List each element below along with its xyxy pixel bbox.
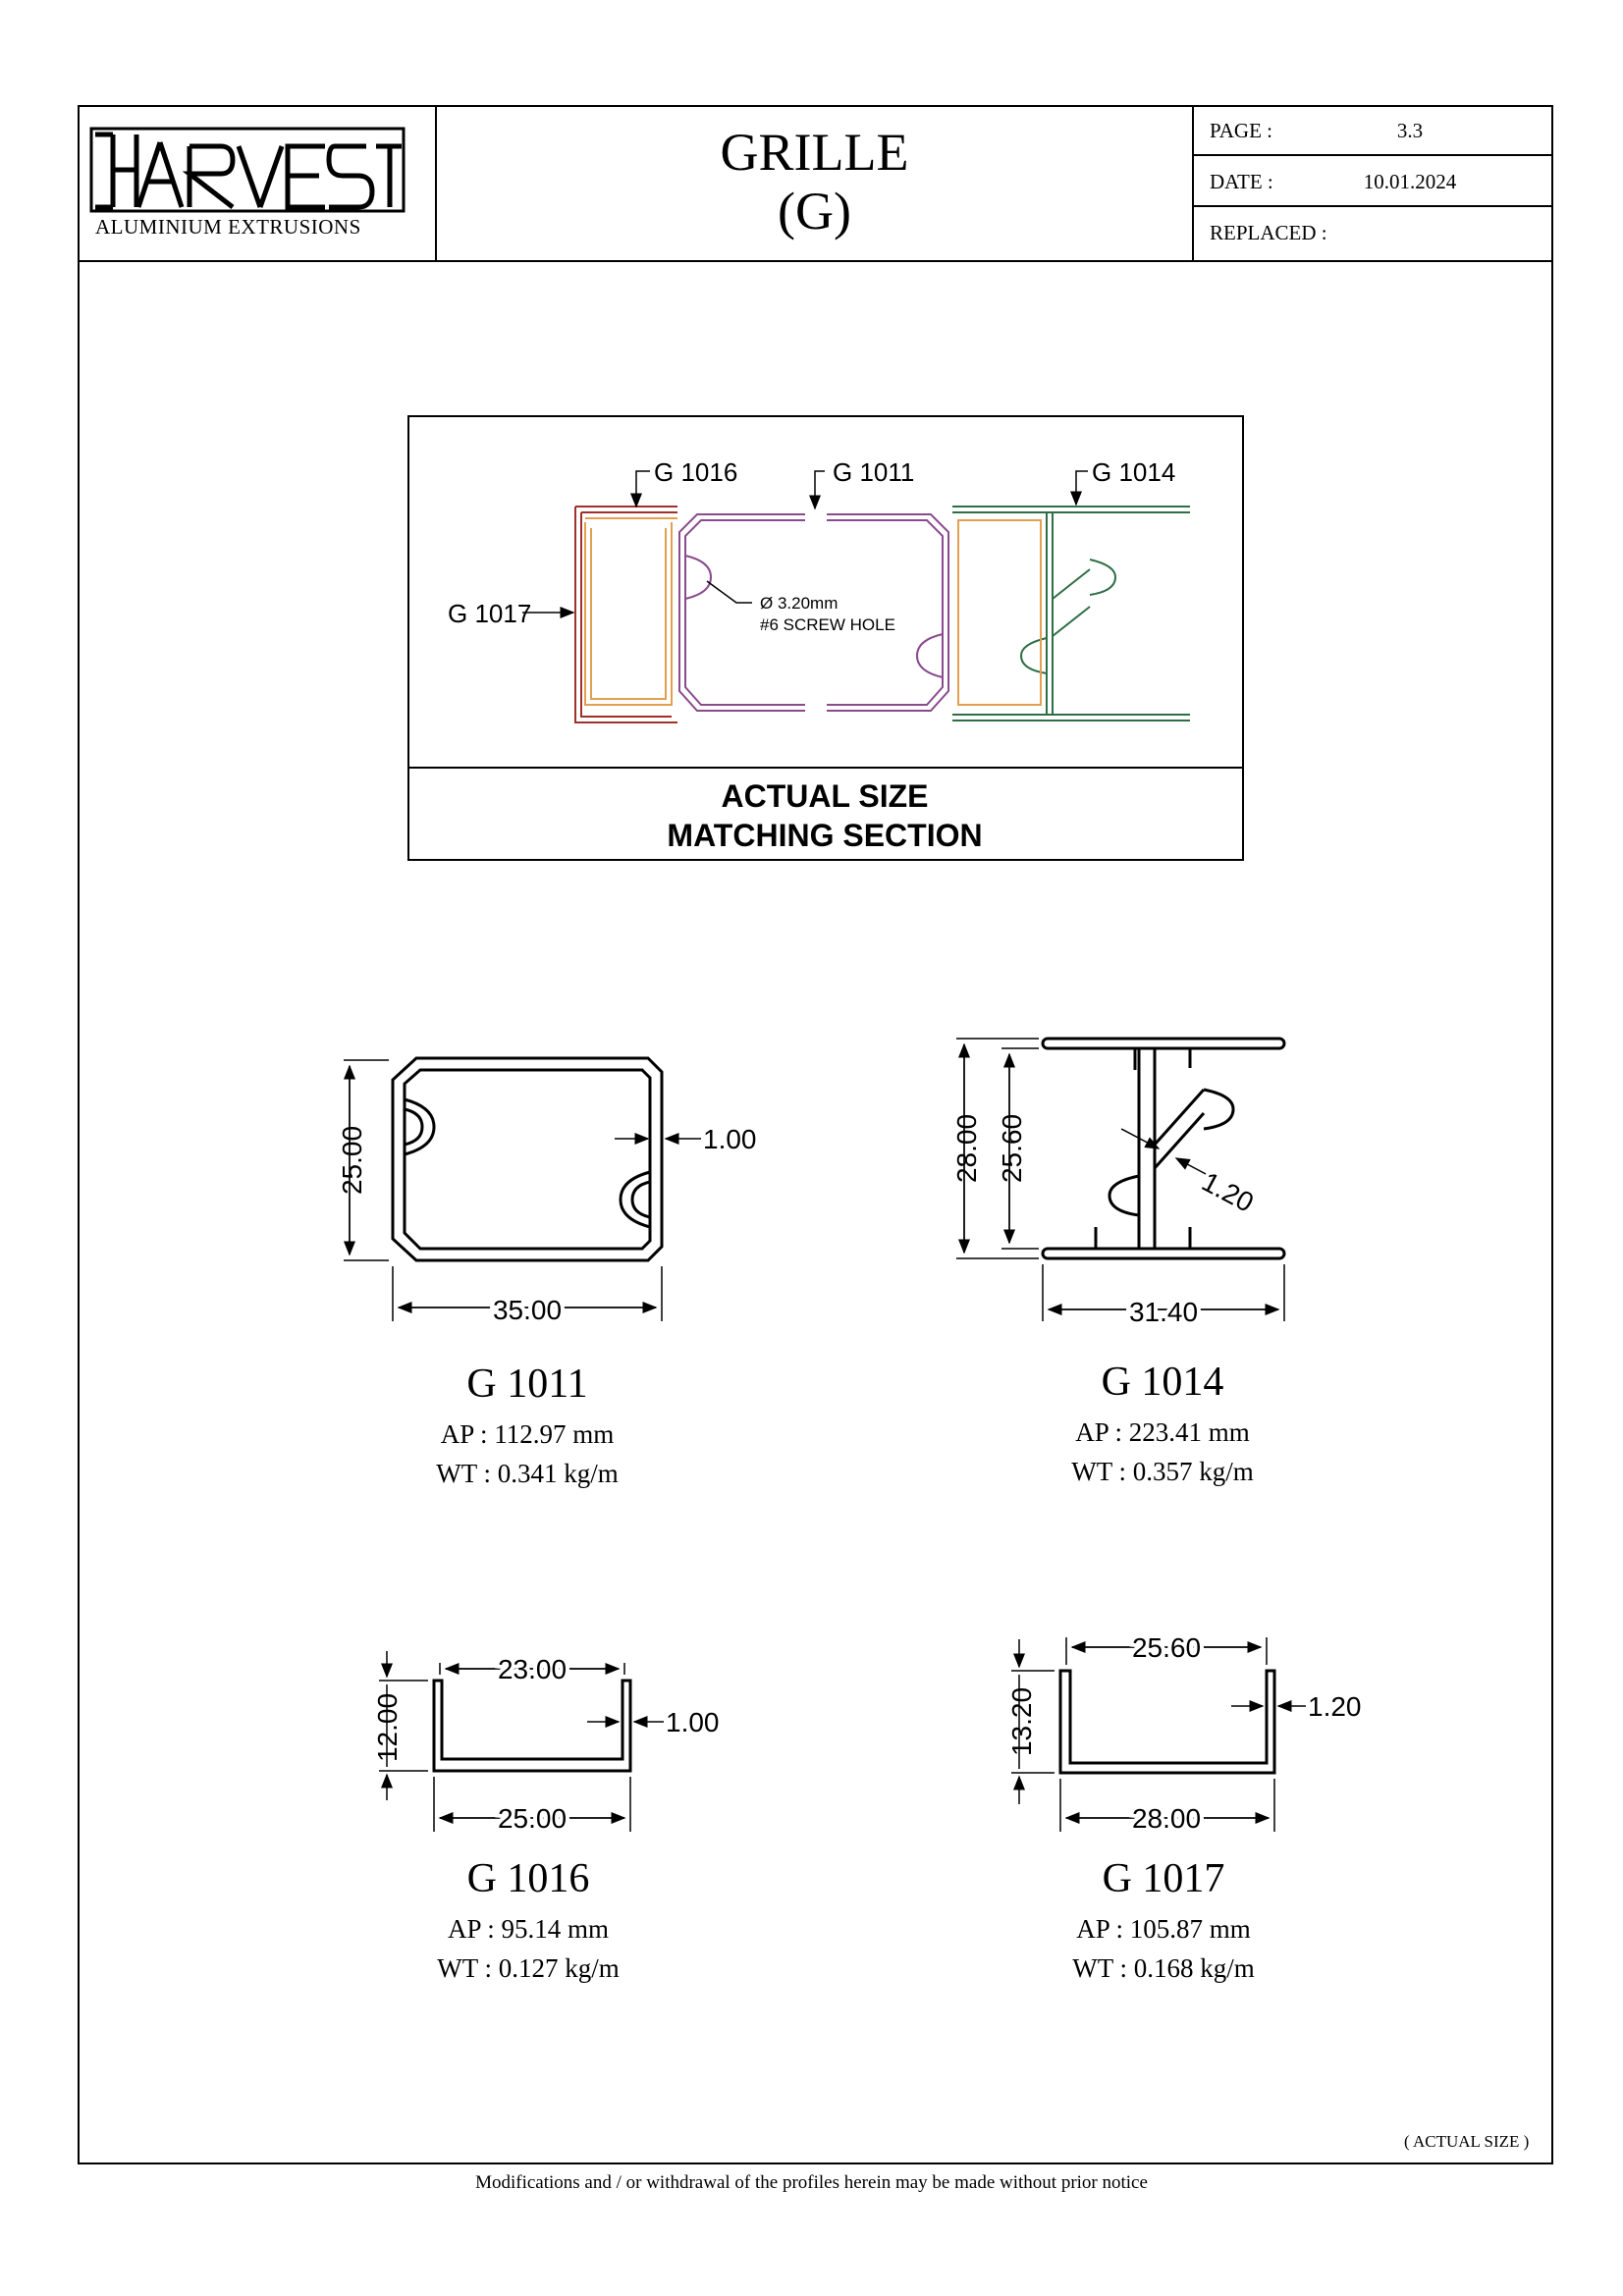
g1011-wall-dim: 1.00: [703, 1124, 757, 1154]
g1016-outer-width-dim: 25.00: [497, 1803, 568, 1834]
g1014-code: G 1014: [1101, 1360, 1224, 1405]
screw-hole-note: #6 SCREW HOLE: [760, 615, 895, 634]
actual-size-note: ( ACTUAL SIZE ): [1404, 2132, 1530, 2151]
g1017-wall-dim: 1.20: [1308, 1691, 1362, 1722]
g1016-wt: WT : 0.127 kg/m: [437, 1953, 620, 1983]
title-line-2: (G): [778, 182, 851, 240]
g1017-ap: AP : 105.87 mm: [1076, 1914, 1251, 1944]
g1011-code: G 1011: [466, 1362, 588, 1407]
g1011-wt: WT : 0.341 kg/m: [436, 1459, 619, 1488]
g1014-drawing: [951, 1039, 1284, 1327]
g1016-code: G 1016: [466, 1856, 590, 1901]
label-g1011: G 1011: [833, 457, 915, 487]
replaced-label: REPLACED :: [1210, 221, 1327, 244]
g1016-height-dim: 12.00: [372, 1692, 403, 1763]
g1016-inner-width-dim: 23.00: [497, 1654, 568, 1684]
g1017-height-dim: 13.20: [1006, 1686, 1037, 1757]
g1016-ap: AP : 95.14 mm: [447, 1914, 610, 1944]
page-label: PAGE :: [1210, 119, 1272, 142]
g1014-wall-dim: 1.20: [1197, 1165, 1259, 1218]
g1011-height-dim: 25.00: [337, 1125, 367, 1196]
logo-subtitle: ALUMINIUM EXTRUSIONS: [95, 215, 361, 239]
g1011-width-dim: 35.00: [492, 1295, 563, 1325]
g1014-section-outline: [952, 507, 1190, 721]
g1011-section-outline: [679, 514, 948, 711]
g1016-drawing: [372, 1651, 720, 1834]
g1017-code: G 1017: [1102, 1856, 1225, 1901]
label-g1016: G 1016: [654, 457, 738, 487]
date-label: DATE :: [1210, 170, 1273, 193]
g1017-inner-width-dim: 25.60: [1131, 1632, 1202, 1663]
screw-hole-diameter: Ø 3.20mm: [760, 594, 839, 613]
title-line-1: GRILLE: [720, 123, 909, 182]
label-g1017: G 1017: [448, 599, 532, 628]
g1014-ap: AP : 223.41 mm: [1075, 1417, 1250, 1447]
g1011-ap: AP : 112.97 mm: [440, 1419, 615, 1449]
caption-actual-size: ACTUAL SIZE: [721, 778, 929, 814]
page-value: 3.3: [1396, 119, 1424, 142]
caption-matching-section: MATCHING SECTION: [667, 818, 983, 853]
label-g1014: G 1014: [1092, 457, 1176, 487]
g1014-width-dim: 31.40: [1128, 1297, 1199, 1327]
g1014-wt: WT : 0.357 kg/m: [1071, 1457, 1254, 1486]
g1014-outer-height-dim: 28.00: [951, 1113, 982, 1184]
footer-disclaimer: Modifications and / or withdrawal of the profiles herein may be made without prior notice: [475, 2172, 1148, 2193]
g1011-drawing: [337, 1058, 757, 1325]
g1017-drawing: [1006, 1632, 1362, 1834]
date-value: 10.01.2024: [1363, 170, 1457, 193]
g1016-wall-dim: 1.00: [666, 1707, 720, 1737]
g1017-outer-width-dim: 28.00: [1131, 1803, 1202, 1834]
g1016-section-outline: [585, 518, 677, 705]
g1014-inner-height-dim: 25.60: [997, 1113, 1027, 1184]
matching-section-box: [408, 416, 1243, 860]
g1017-wt: WT : 0.168 kg/m: [1072, 1953, 1255, 1983]
